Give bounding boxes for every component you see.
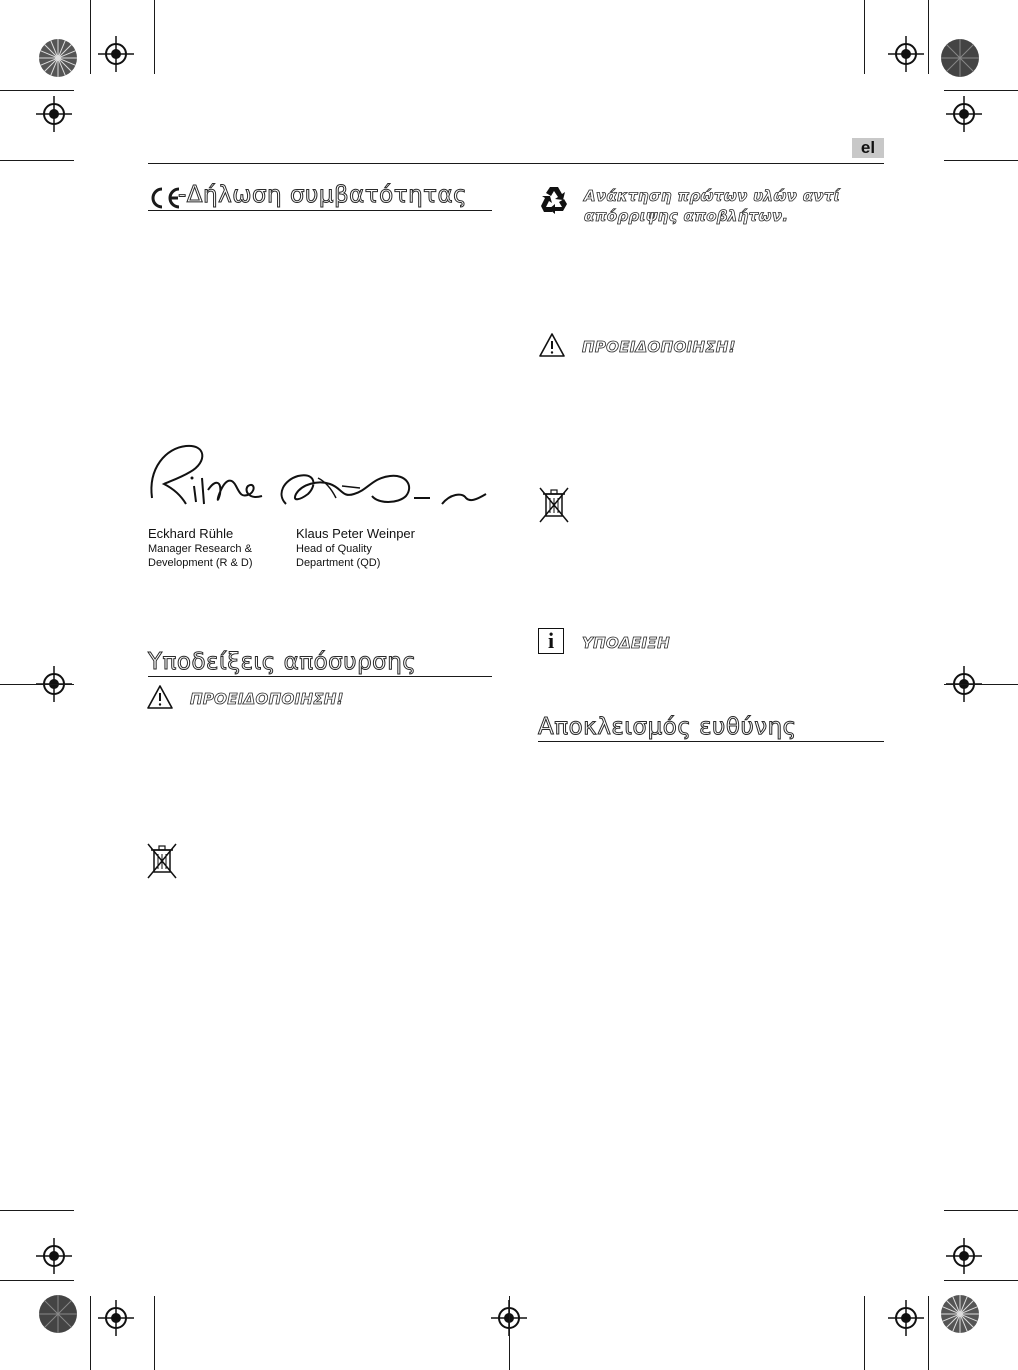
crop-line: [944, 684, 1018, 685]
disposal-title: Υποδείξεις απόσυρσης: [148, 649, 417, 675]
warning-label: ΠΡΟΕΙΔΟΠΟΙΗΣΗ!: [190, 690, 344, 708]
registration-mark-icon: [98, 36, 134, 72]
liability-title: Αποκλεισμός ευθύνης: [538, 714, 797, 740]
registration-mark-icon: [888, 1300, 924, 1336]
color-wheel-icon: [38, 1294, 78, 1334]
signatory-role: Development (R & D): [148, 557, 253, 569]
recycling-title-line2: απόρριψης αποβλήτων.: [584, 207, 789, 225]
warning-triangle-icon: [538, 332, 566, 358]
registration-mark-icon: [888, 36, 924, 72]
warning-triangle-icon: [146, 684, 174, 710]
registration-mark-icon: [36, 96, 72, 132]
registration-mark-icon: [946, 96, 982, 132]
note-label: ΥΠΟΔΕΙΞΗ: [582, 634, 671, 652]
color-wheel-icon: [940, 38, 980, 78]
registration-mark-icon: [946, 1238, 982, 1274]
ce-mark-icon: [148, 186, 182, 210]
language-badge: el: [852, 138, 884, 158]
signatory-name: Klaus Peter Weinper: [296, 526, 415, 541]
crossed-out-bin-icon: [146, 842, 178, 880]
header-rule: [148, 163, 884, 164]
title-rule: [148, 210, 492, 211]
registration-mark-icon: [36, 1238, 72, 1274]
registration-mark-icon: [98, 1300, 134, 1336]
declaration-title: -Δήλωση συμβατότητας: [178, 182, 468, 208]
crop-line: [509, 1296, 510, 1370]
title-rule: [148, 676, 492, 677]
recycling-icon: [538, 184, 570, 216]
title-rule: [538, 741, 884, 742]
signatory-role: Manager Research &: [148, 543, 252, 555]
crossed-out-bin-icon: [538, 486, 570, 524]
info-icon: i: [538, 628, 564, 654]
color-wheel-icon: [940, 1294, 980, 1334]
crop-line: [0, 684, 74, 685]
signatory-role: Department (QD): [296, 557, 381, 569]
signatory-name: Eckhard Rühle: [148, 526, 234, 541]
color-wheel-icon: [38, 38, 78, 78]
signatory-role: Head of Quality: [296, 543, 372, 555]
warning-label: ΠΡΟΕΙΔΟΠΟΙΗΣΗ!: [582, 338, 736, 356]
signatures-image: [146, 438, 492, 528]
recycling-title-line1: Ανάκτηση πρώτων υλών αντί: [584, 187, 840, 205]
